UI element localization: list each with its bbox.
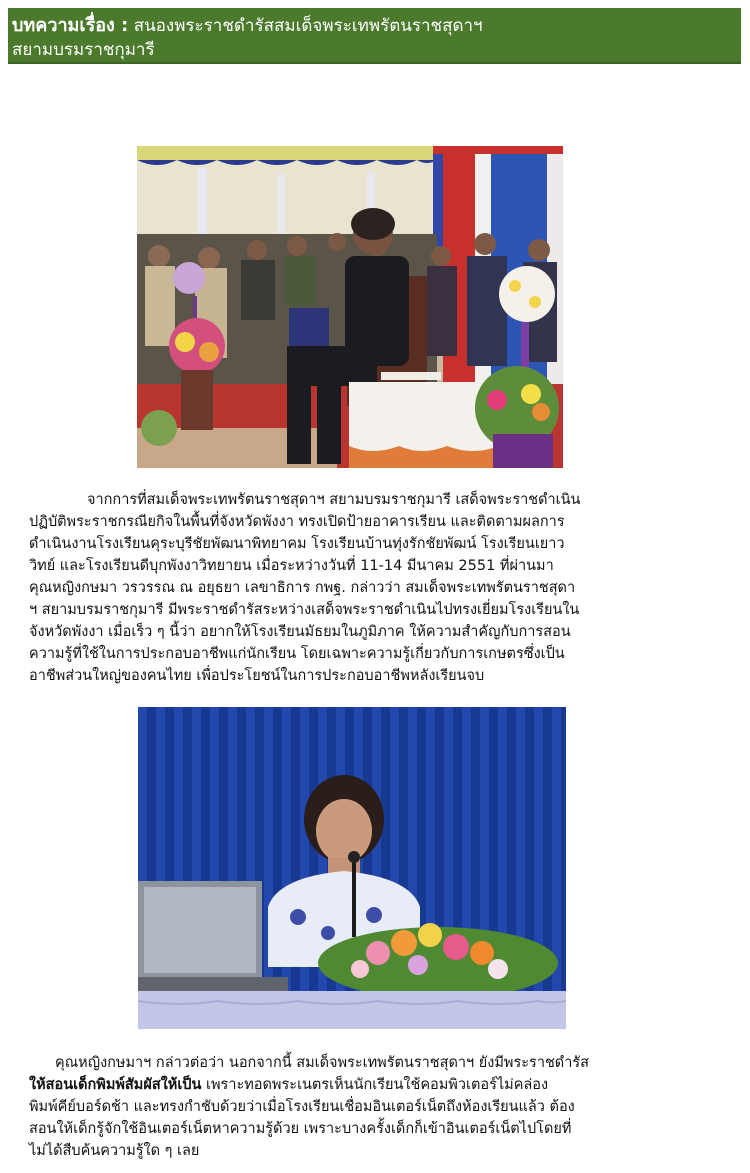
paragraph-line: ดำเนินงานโรงเรียนคุระบุรีชัยพัฒนาพิทยาคม โรงเรียนบ้านทุ่งรักชัยพัฒน์ โรงเรียนเยาว [29, 536, 565, 552]
paragraph-line: สอนให้เด็กรู้จักใช้อินเตอร์เน็ตหาความรู้ด้วย เพราะบางครั้งเด็กก็เข้าอินเตอร์เน็ตไปโดยที่ [29, 1121, 572, 1137]
paragraph-line: จังหวัดพังงา เมื่อเร็ว ๆ นี้ว่า อยากให้โรงเรียนมัธยมในภูมิภาค ให้ความสำคัญกับการสอน [29, 624, 571, 640]
article-paragraph-2 [29, 1052, 724, 1162]
article-title-banner [8, 8, 741, 64]
royal-visit-photo [137, 146, 563, 468]
article-paragraph-1 [29, 489, 724, 687]
paragraph-line: ปฏิบัติพระราชกรณียกิจในพื้นที่จังหวัดพังงา ทรงเปิดป้ายอาคารเรียน และติดตามผลการ [29, 514, 565, 530]
emphasized-text: ให้สอนเด็กพิมพ์สัมผัสให้เป็น [29, 1077, 202, 1093]
paragraph-line: วิทย์ และโรงเรียนดีบุกพังงาวิทยายน เมื่อระหว่างวันที่ 11-14 มีนาคม 2551 ที่ผ่านมา [29, 558, 554, 574]
paragraph-line: อาชีพส่วนใหญ่ของคนไทย เพื่อประโยชน์ในการประกอบอาชีพหลังเรียนจบ [29, 668, 485, 684]
article-label: บทความเรื่อง : [12, 15, 129, 36]
paragraph-line: ความรู้ที่ใช้ในการประกอบอาชีพแก่นักเรียน โดยเฉพาะความรู้เกี่ยวกับการเกษตรซึ่งเป็น [29, 646, 565, 662]
paragraph-line: คุณหญิงกษมา วรวรรณ ณ อยุธยา เลขาธิการ กพฐ. กล่าวว่า สมเด็จพระเทพรัตนราชสุดา [29, 580, 576, 596]
paragraph-line: เพราะทอดพระเนตรเห็นนักเรียนใช้คอมพิวเตอร์ไม่คล่อง [201, 1077, 549, 1093]
paragraph-line: ไม่ได้สืบค้นความรู้ใด ๆ เลย [29, 1143, 200, 1159]
paragraph-line: ฯ สยามบรมราชกุมารี มีพระราชดำรัสระหว่างเสด็จพระราชดำเนินไปทรงเยี่ยมโรงเรียนใน [29, 602, 580, 618]
paragraph-line: จากการที่สมเด็จพระเทพรัตนราชสุดาฯ สยามบรมราชกุมารี เสด็จพระราชดำเนิน [87, 492, 581, 508]
article-title-line2: สยามบรมราชกุมารี [12, 40, 155, 60]
paragraph-line: พิมพ์คีย์บอร์ดช้า และทรงกำชับด้วยว่าเมื่อโรงเรียนเชื่อมอินเตอร์เน็ตถึงห้องเรียนแล้ว ต้อง [29, 1099, 575, 1115]
article-title-line1: สนองพระราชดำรัสสมเด็จพระเทพรัตนราชสุดาฯ [128, 16, 483, 36]
speaker-photo [138, 707, 566, 1029]
paragraph-line: คุณหญิงกษมาฯ กล่าวต่อว่า นอกจากนี้ สมเด็จพระเทพรัตนราชสุดาฯ ยังมีพระราชดำรัส [55, 1055, 590, 1071]
